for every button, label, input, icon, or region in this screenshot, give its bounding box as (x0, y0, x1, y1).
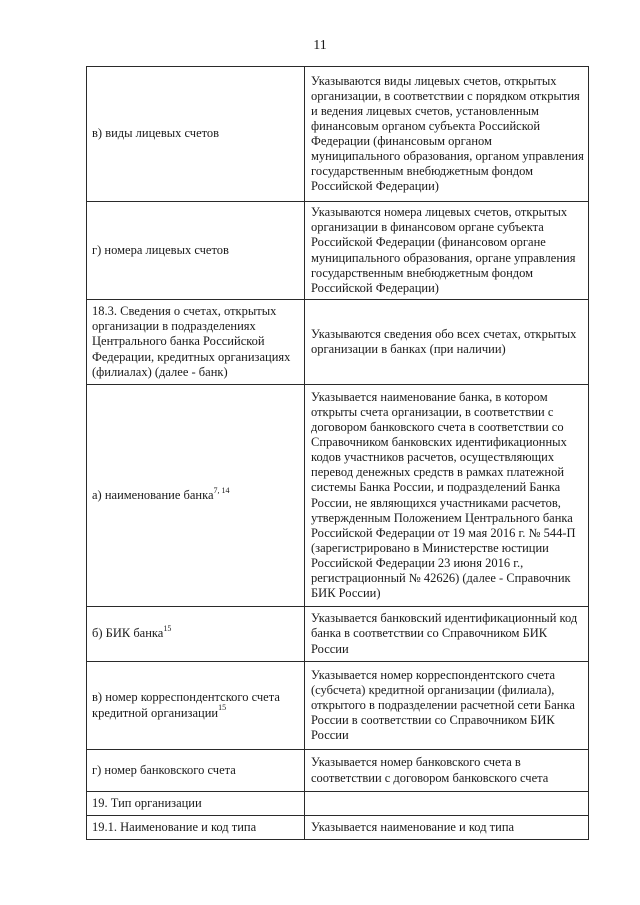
table-row (87, 750, 589, 792)
footnote-ref: 15 (218, 703, 227, 713)
row-description: Указывается наименование банка, в котором открыты счета организации, в соответствии с договором банковского счета в соответствии со Справочником банковских идентификационных кодов участников расчетов, осуществляющих перевод денежных средств в рамках платежной системы Банка России, и подразделений Банка России, не являющихся участниками расчетов, утвержденным Положением Центрального банка Российской Федерации от 19 мая 2016 г. № 544-П (зарегистрировано в Министерстве юстиции Российской Федерации 23 июня 2016 г., регистрационный № 42626) (далее - Справочник БИК России) (305, 385, 589, 607)
table-row (87, 67, 589, 202)
row-label: 19.1. Наименование и код типа (87, 816, 305, 840)
row-description: Указываются номера лицевых счетов, открытых организации в финансовом органе субъекта Российской Федерации (финансовом органе муниципального образования, органе управления государственным внебюджетным фондом Российской Федерации) (305, 202, 589, 300)
row-label: г) номер банковского счета (87, 750, 305, 792)
row-description: Указываются сведения обо всех счетах, открытых организации в банках (при наличии) (305, 300, 589, 385)
row-label: а) наименование банка$^{7, 14}$ (87, 385, 305, 607)
table-row (87, 792, 589, 816)
footnote-ref: 15 (163, 624, 172, 634)
specification-table (86, 66, 589, 840)
row-label: г) номера лицевых счетов (87, 202, 305, 300)
row-label: в) номер корреспондентского счета кредитной организации$^{15}$ (87, 662, 305, 750)
table-row (87, 662, 589, 750)
row-description: Указывается банковский идентификационный код банка в соответствии со Справочником БИК России (305, 607, 589, 662)
table-row (87, 607, 589, 662)
row-description: Указываются виды лицевых счетов, открытых организации, в соответствии с порядком открытия и ведения лицевых счетов, установленным финансовым органом субъекта Российской Федерации (финансовым органом муниципального образования, органом управления государственным внебюджетным фондом Российской Федерации) (305, 67, 589, 202)
row-label: в) виды лицевых счетов (87, 67, 305, 202)
footnote-ref: 7, 14 (213, 485, 230, 495)
row-description (305, 792, 589, 816)
page-number: 11 (313, 38, 327, 53)
table-row (87, 385, 589, 607)
table-row (87, 202, 589, 300)
row-label: б) БИК банка$^{15}$ (87, 607, 305, 662)
row-label: 19. Тип организации (87, 792, 305, 816)
table-row (87, 816, 589, 840)
row-description: Указывается наименование и код типа (305, 816, 589, 840)
row-description: Указывается номер банковского счета в соответствии с договором банковского счета (305, 750, 589, 792)
table-row (87, 300, 589, 385)
row-label: 18.3. Сведения о счетах, открытых организации в подразделениях Центрального банка Российской Федерации, кредитных организациях (филиалах) (далее - банк) (87, 300, 305, 385)
row-description: Указывается номер корреспондентского счета (субсчета) кредитной организации (филиала), открытого в подразделении расчетной сети Банка России в соответствии со Справочником БИК России (305, 662, 589, 750)
